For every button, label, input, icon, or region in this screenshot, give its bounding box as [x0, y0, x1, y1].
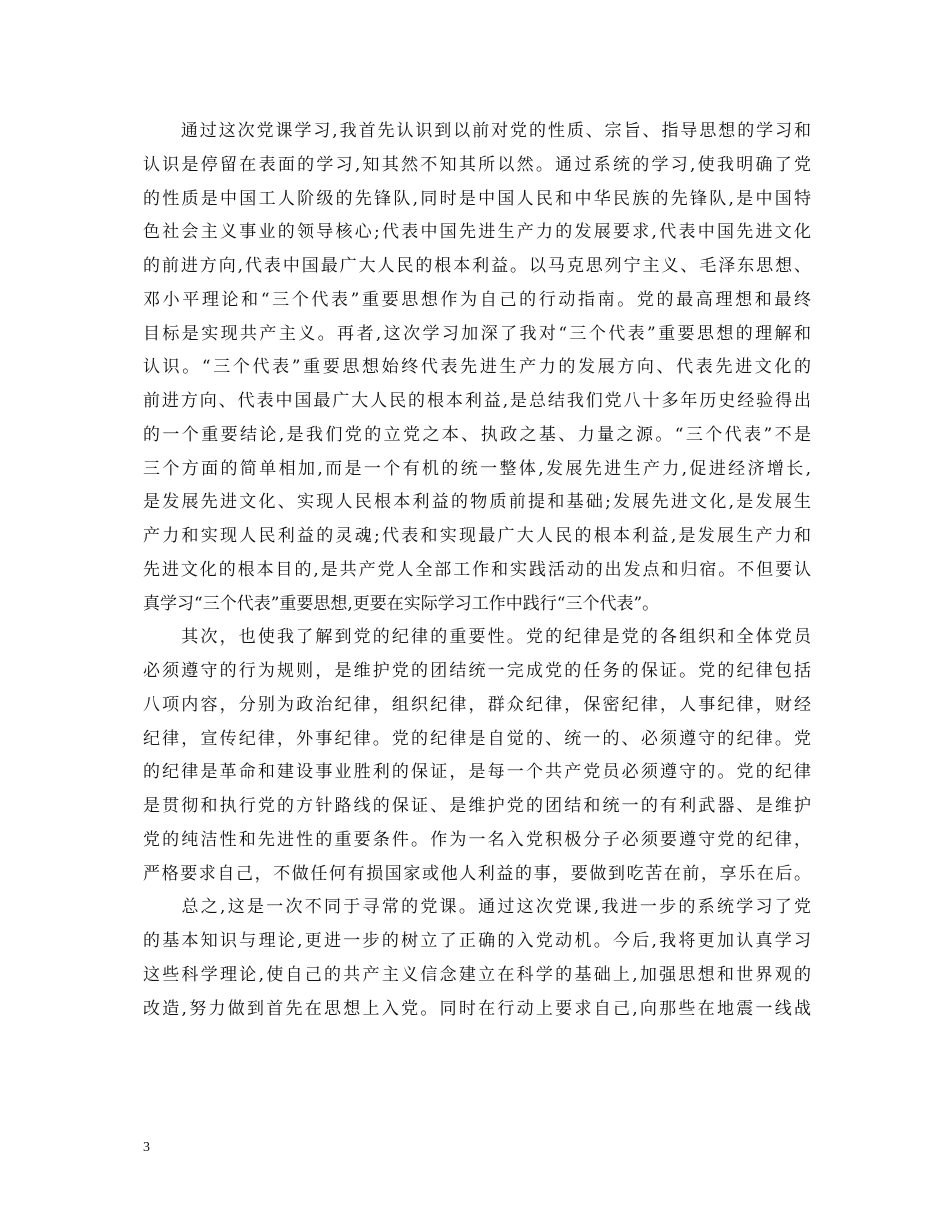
text-line: 真学习“三个代表”重要思想,更要在实际学习工作中践行“三个代表”。: [143, 593, 660, 614]
text-line: 党的纯洁性和先进性的重要条件。作为一名入党积极分子必须要遵守党的纪律，: [143, 829, 811, 850]
text-line: 其次，也使我了解到党的纪律的重要性。党的纪律是党的各组织和全体党员: [143, 627, 811, 648]
text-line: 目标是实现共产主义。再者,这次学习加深了我对“三个代表”重要思想的理解和: [143, 323, 811, 344]
text-line: 总之,这是一次不同于寻常的党课。通过这次党课,我进一步的系统学习了党: [143, 897, 811, 918]
text-line: 的一个重要结论,是我们党的立党之本、执政之基、力量之源。“三个代表”不是: [143, 424, 811, 445]
text-line: 认识。“三个代表”重要思想始终代表先进生产力的发展方向、代表先进文化的: [143, 357, 811, 378]
text-line: 必须遵守的行为规则，是维护党的团结统一完成党的任务的保证。党的纪律包括: [143, 661, 811, 681]
text-line: 先进文化的根本目的,是共产党人全部工作和实践活动的出发点和归宿。不但要认: [143, 559, 811, 580]
text-line: 是发展先进文化、实现人民根本利益的物质前提和基础;发展先进文化,是发展生: [143, 492, 811, 513]
text-line: 产力和实现人民利益的灵魂;代表和实现最广大人民的根本利益,是发展生产力和: [143, 526, 811, 546]
text-line: 是贯彻和执行党的方针路线的保证、是维护党的团结和统一的有利武器、是维护: [143, 796, 811, 816]
text-line: 的基本知识与理论,更进一步的树立了正确的入党动机。今后,我将更加认真学习: [143, 931, 811, 951]
page-number: 3: [143, 1140, 150, 1155]
text-line: 严格要求自己，不做任何有损国家或他人利益的事，要做到吃苦在前，享乐在后。: [143, 863, 811, 884]
text-line: 改造,努力做到首先在思想上入党。同时在行动上要求自己,向那些在地震一线战: [143, 998, 811, 1019]
text-line: 三个方面的简单相加,而是一个有机的统一整体,发展先进生产力,促进经济增长,: [143, 458, 811, 479]
text-line: 邓小平理论和“三个代表”重要思想作为自己的行动指南。党的最高理想和最终: [143, 289, 811, 310]
text-line: 的前进方向,代表中国最广大人民的根本利益。以马克思列宁主义、毛泽东思想、: [143, 256, 811, 276]
text-line: 色社会主义事业的领导核心;代表中国先进生产力的发展要求,代表中国先进文化: [143, 222, 811, 243]
text-line: 这些科学理论,使自己的共产主义信念建立在科学的基础上,加强思想和世界观的: [143, 964, 811, 985]
text-line: 八项内容，分别为政治纪律，组织纪律，群众纪律，保密纪律，人事纪律，财经: [143, 694, 811, 715]
text-line: 通过这次党课学习,我首先认识到以前对党的性质、宗旨、指导思想的学习和: [143, 121, 811, 141]
body-text: [143, 115, 811, 1026]
text-line: 纪律，宣传纪律，外事纪律。党的纪律是自觉的、统一的、必须遵守的纪律。党: [143, 728, 811, 749]
text-line: 认识是停留在表面的学习,知其然不知其所以然。通过系统的学习,使我明确了党: [143, 154, 811, 175]
text-line: 前进方向、代表中国最广大人民的根本利益,是总结我们党八十多年历史经验得出: [143, 391, 811, 411]
text-line: 的纪律是革命和建设事业胜利的保证，是每一个共产党员必须遵守的。党的纪律: [143, 762, 811, 783]
text-line: 的性质是中国工人阶级的先锋队,同时是中国人民和中华民族的先锋队,是中国特: [143, 188, 811, 209]
